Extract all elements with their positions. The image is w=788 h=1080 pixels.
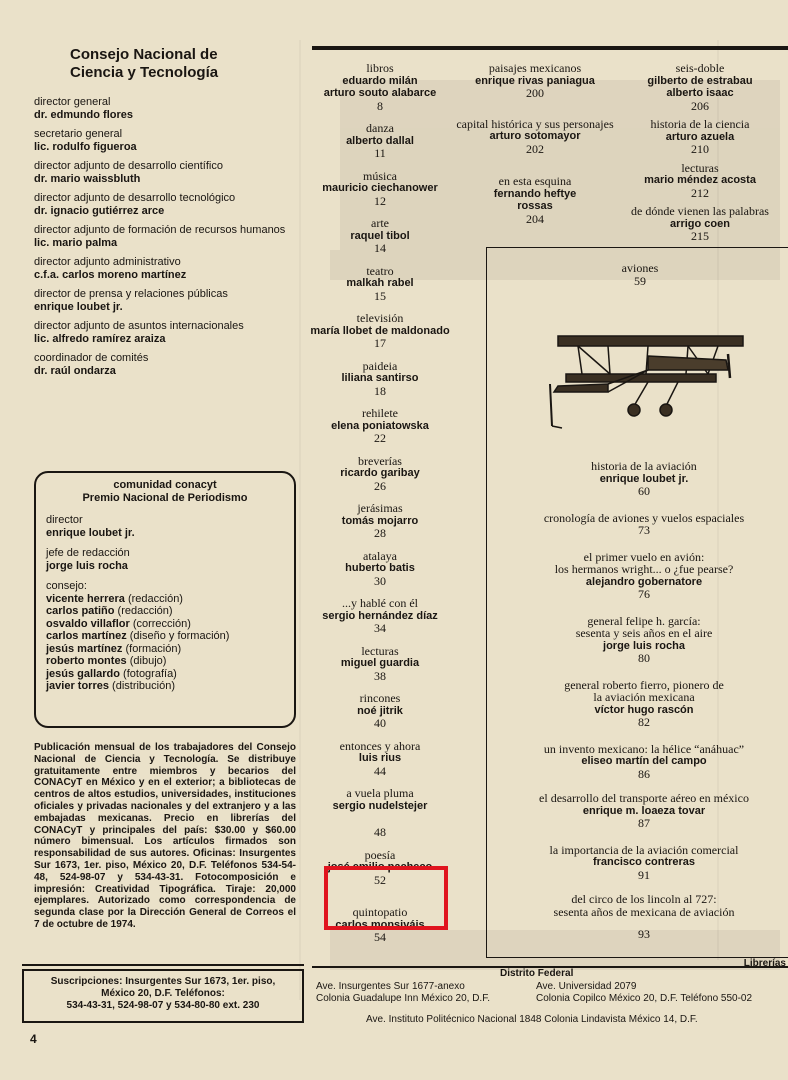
aviones-article — [500, 551, 788, 601]
staff-role: director adjunto administrativo — [34, 256, 181, 268]
aviones-article-author: francisco contreras — [592, 856, 696, 868]
staff-name: dr. raúl ondarza — [34, 364, 116, 377]
consejo-group — [46, 580, 284, 693]
index-entry-author: rossas — [517, 200, 553, 212]
index-entry-author: arturo azuela — [665, 130, 735, 143]
index-column-2 — [455, 62, 615, 225]
consejo-member-role: (redacción) — [117, 605, 173, 617]
index-entry — [310, 217, 450, 255]
aviones-article-page: 80 — [638, 651, 650, 665]
index-entry-title: atalaya — [363, 548, 397, 563]
index-entry — [310, 787, 450, 839]
index-entry-title: teatro — [366, 263, 394, 278]
aviones-article-title: del circo de los lincoln al 727: — [571, 892, 717, 906]
consejo-member — [46, 630, 284, 643]
index-entry — [455, 175, 615, 225]
index-entry-title: libros — [366, 61, 394, 75]
index-entry-author: eduardo milán — [342, 74, 418, 87]
index-entry-author: luis rius — [358, 752, 402, 764]
index-entry-page: 202 — [526, 141, 544, 156]
aviones-title: aviones — [621, 261, 659, 275]
consejo-member-role: (redacción) — [127, 592, 183, 605]
index-entry-page: 204 — [526, 211, 544, 226]
org-line-2: Ciencia y Tecnología — [70, 64, 219, 81]
index-entry — [310, 170, 450, 208]
index-entry-page: 22 — [374, 431, 386, 445]
index-entry-author: gilberto de estrabau — [647, 74, 753, 87]
index-entry-title: a vuela pluma — [346, 786, 414, 800]
index-entry — [310, 455, 450, 493]
aviones-article-author: enrique loubet jr. — [599, 472, 689, 485]
aviones-article-title: historia de la aviación — [591, 459, 697, 473]
librerias-heading: Librerías — [743, 958, 786, 969]
staff-entry — [34, 224, 294, 249]
index-entry-author: miguel guardia — [340, 657, 420, 669]
index-entry-title: breverías — [358, 453, 402, 468]
index-entry-title: lecturas — [361, 643, 399, 658]
aviones-articles — [500, 460, 788, 941]
index-entry-title: ...y hablé con él — [342, 596, 418, 610]
aviones-article-title: sesenta y seis años en el aire — [575, 626, 713, 640]
consejo-member-name: carlos martínez — [46, 630, 127, 642]
staff-role: director adjunto de desarrollo tecnológico — [34, 192, 236, 204]
consejo-member — [46, 618, 284, 631]
aviones-article-title: el desarrollo del transporte aéreo en méxico — [539, 791, 749, 805]
index-entry-page: 44 — [374, 763, 386, 778]
index-entry-author: carlos monsiváis — [335, 918, 425, 931]
index-entry-title: lecturas — [681, 160, 719, 175]
index-entry-author: maría llobet de maldonado — [310, 324, 450, 337]
director-label: director — [46, 514, 83, 526]
staff-entry — [34, 256, 294, 281]
index-entry-page: 15 — [374, 288, 386, 303]
index-entry — [310, 740, 450, 778]
index-entry-page: 34 — [374, 621, 386, 635]
aviones-article-title: cronología de aviones y vuelos espaciales — [543, 510, 745, 525]
aviones-article — [500, 844, 788, 882]
consejo-label: consejo: — [46, 580, 87, 592]
index-entry-title: danza — [366, 121, 394, 135]
index-entry-page: 210 — [691, 142, 709, 156]
jefe-label: jefe de redacción — [46, 547, 130, 559]
staff-role: director de prensa y relaciones públicas — [34, 288, 228, 300]
index-entry — [310, 645, 450, 683]
aviones-article-title: sesenta años de mexicana de aviación — [553, 904, 735, 919]
aviones-page: 59 — [634, 273, 646, 288]
aviones-article-page: 76 — [638, 587, 650, 601]
staff-role: coordinador de comités — [34, 352, 149, 364]
consejo-member-role: (dibujo) — [129, 655, 167, 667]
index-entry — [310, 502, 450, 540]
consejo-member-name: vicente herrera — [46, 592, 125, 605]
staff-name: lic. rodulfo figueroa — [34, 140, 137, 153]
subscriptions-box — [22, 969, 304, 1023]
index-entry-title: quintopatio — [352, 905, 408, 919]
biplane-illustration — [548, 326, 748, 436]
aviones-article-title: un invento mexicano: la hélice “anáhuac” — [543, 741, 745, 756]
aviones-article-page: 86 — [638, 766, 650, 781]
index-entry — [310, 122, 450, 160]
index-entry-author: noé jitrik — [357, 704, 403, 717]
index-entry — [455, 62, 615, 100]
consejo-member-role: (diseño y formación) — [129, 630, 230, 642]
index-entry-author: josé emilio pacheco — [327, 861, 433, 873]
consejo-member-name: osvaldo villaflor — [46, 617, 130, 630]
index-entry-author: elena poniatowska — [331, 419, 429, 432]
aviones-article-page: 82 — [638, 715, 650, 729]
staff-name: lic. alfredo ramírez araiza — [34, 332, 166, 345]
consejo-member-name: carlos patiño — [46, 605, 115, 617]
aviones-article — [500, 615, 788, 665]
staff-role: director adjunto de desarrollo científico — [34, 160, 223, 172]
index-entry-page: 14 — [374, 241, 386, 255]
consejo-member-name: jesús martínez — [46, 642, 123, 655]
index-entry-author: mauricio ciechanower — [322, 182, 438, 194]
index-entry-page: 18 — [374, 383, 386, 398]
aviones-heading — [580, 262, 700, 287]
aviones-article-author: víctor hugo rascón — [594, 703, 694, 716]
libreria-address-2 — [536, 981, 752, 1005]
index-entry-page: 40 — [374, 716, 386, 730]
index-entry — [615, 205, 785, 243]
consejo-member-name: roberto montes — [46, 655, 127, 667]
consejo-member — [46, 643, 284, 656]
aviones-article-page: 93 — [638, 927, 650, 941]
aviones-article-title: general felipe h. garcía: — [587, 613, 701, 628]
staff-name: dr. edmundo flores — [34, 108, 134, 121]
consejo-member — [46, 605, 284, 618]
staff-entry — [34, 288, 294, 313]
aviones-article-title: la aviación mexicana — [593, 690, 695, 704]
page-number: 4 — [30, 1032, 37, 1046]
index-entry-title: rincones — [359, 691, 401, 705]
aviones-article-title: la importancia de la aviación comercial — [549, 842, 739, 857]
index-entry-author: arrigo coen — [670, 217, 730, 230]
index-entry-page: 8 — [377, 98, 383, 113]
index-entry-author: arturo sotomayor — [489, 130, 581, 142]
librerias-region: Distrito Federal — [500, 968, 574, 979]
index-entry-author: huberto batis — [345, 562, 415, 574]
index-entry — [310, 312, 450, 350]
index-entry-author: arturo souto alabarce — [323, 87, 437, 99]
index-entry-page: 30 — [374, 573, 386, 588]
aviones-article-title: el primer vuelo en avión: — [583, 549, 705, 564]
libreria-address-1-line-1: Ave. Insurgentes Sur 1677-anexo — [316, 981, 465, 992]
index-entry-author: sergio hernández díaz — [322, 609, 438, 622]
consejo-member — [46, 680, 284, 693]
aviones-article-page: 87 — [638, 816, 650, 830]
consejo-member — [46, 593, 284, 606]
index-entry-title: seis-doble — [675, 61, 725, 75]
index-entry-title: poesía — [364, 847, 396, 862]
staff-role: director adjunto de formación de recursos humanos — [34, 224, 286, 236]
subscriptions-line-1: Suscripciones: Insurgentes Sur 1673, 1er. piso, — [50, 976, 276, 987]
aviones-article-title: los hermanos wright... o ¿fue pearse? — [554, 562, 734, 576]
publication-info: Publicación mensual de los trabajadores del Consejo Nacional de Ciencia y Tecnología. Se distribuye gratuitamente entre miembros y becarios del CONACyT en México y en el exterior; a bibliotecas de centros de altos estudios, universidades, instituciones oficiales y privadas nacionales y del extranjero y a las embajadas mexicanas. Precio en librerías del CONACyT y principales del país: $30.00 y $60.00 número bimensual. Los artículos firmados son responsabilidad de sus autores. Oficinas: Insurgentes Sur 1673, 1er. piso, México 20, D.F. Teléfonos 534-54-48, 524-98-07 y 534-43-31. Fotocomposición e impresión: Creatividad Tipográfica. Tiraje: 20,000 ejemplares. Autorizado como correspondencia de segunda clase por la Dirección General de Correos el 7 de octubre de 1974. — [34, 742, 296, 930]
index-entry-author: liliana santirso — [341, 372, 419, 384]
staff-entry — [34, 352, 294, 377]
aviones-article-author: enrique m. loaeza tovar — [582, 804, 706, 817]
staff-name: lic. mario palma — [34, 236, 118, 249]
organization-name — [70, 46, 218, 82]
index-entry-page: 206 — [691, 98, 709, 113]
left-bottom-rule — [22, 964, 304, 966]
libreria-address-1 — [316, 981, 490, 1005]
index-entry-author: mario méndez acosta — [644, 174, 756, 186]
aviones-article — [500, 512, 788, 537]
aviones-article-page: 60 — [638, 484, 650, 498]
index-entry-title: rehilete — [362, 406, 398, 420]
index-entry-page: 12 — [374, 193, 386, 208]
index-entry-author: malkah rabel — [346, 277, 414, 289]
index-entry-page: 215 — [691, 229, 709, 243]
top-rule — [312, 46, 788, 50]
index-entry — [310, 597, 450, 635]
staff-name: dr. ignacio gutiérrez arce — [34, 204, 165, 217]
aviones-article — [500, 460, 788, 498]
aviones-article-title: general roberto fierro, pionero de — [564, 677, 724, 692]
consejo-member-role: (fotografía) — [123, 667, 177, 680]
staff-role: secretario general — [34, 128, 123, 140]
aviones-article-author: alejandro gobernatore — [585, 575, 703, 588]
index-entry-page: 212 — [691, 185, 709, 200]
consejo-member — [46, 655, 284, 668]
consejo-list — [46, 593, 284, 693]
libreria-address-2-line-1: Ave. Universidad 2079 — [536, 981, 637, 992]
index-entry — [310, 407, 450, 445]
index-entry — [310, 265, 450, 303]
index-entry — [310, 62, 450, 112]
staff-entry — [34, 192, 294, 217]
highlight-box — [324, 866, 448, 930]
comunidad-header-line-2: Premio Nacional de Periodismo — [82, 491, 248, 504]
staff-name: dr. mario waissbluth — [34, 172, 141, 185]
index-entry-page: 54 — [374, 930, 386, 944]
index-entry-title: capital histórica y sus personajes — [456, 116, 614, 131]
consejo-member-role: (distribución) — [112, 680, 176, 692]
subscriptions-line-3: 534-43-31, 524-98-07 y 534-80-80 ext. 230 — [66, 1000, 260, 1011]
libreria-address-1-line-2: Colonia Guadalupe Inn México 20, D.F. — [316, 993, 490, 1004]
index-entry — [615, 62, 785, 112]
consejo-member-name: javier torres — [46, 680, 109, 692]
index-entry-page: 26 — [374, 478, 386, 493]
staff-name: enrique loubet jr. — [34, 300, 123, 313]
jefe-group — [46, 547, 284, 572]
index-entry — [310, 692, 450, 730]
index-entry-title: música — [363, 168, 397, 183]
consejo-member-name: jesús gallardo — [46, 667, 120, 680]
staff-entry — [34, 128, 294, 153]
index-column-1 — [310, 62, 450, 952]
index-entry-title: arte — [371, 216, 389, 230]
index-entry-author: sergio nudelstejer — [332, 799, 428, 812]
aviones-article-author: jorge luis rocha — [603, 639, 685, 652]
index-entry-author: alberto dallal — [346, 134, 414, 147]
subscriptions-line-2: México 20, D.F. Teléfonos: — [101, 988, 225, 999]
index-entry-author: alberto isaac — [666, 87, 734, 99]
staff-entry — [34, 96, 294, 121]
index-entry-author: tomás mojarro — [341, 514, 419, 527]
index-entry-page: 38 — [374, 668, 386, 683]
director-group — [46, 514, 284, 539]
index-entry-title: historia de la ciencia — [650, 117, 750, 131]
staff-entry — [34, 160, 294, 185]
aviones-article — [500, 679, 788, 729]
libreria-address-3: Ave. Instituto Politécnico Nacional 1848 Colonia Lindavista México 14, D.F. — [366, 1014, 698, 1025]
index-entry-title: jerásimas — [357, 501, 403, 515]
staff-role: director adjunto de asuntos internacionales — [34, 320, 244, 332]
index-entry-page: 11 — [374, 146, 386, 160]
aviones-article-page: 73 — [638, 523, 650, 537]
aviones-article-author: eliseo martín del campo — [581, 755, 707, 767]
consejo-member-role: (formación) — [125, 642, 182, 655]
aviones-article — [500, 743, 788, 781]
libreria-address-2-line-2: Colonia Copilco México 20, D.F. Teléfono 550-02 — [536, 993, 753, 1004]
comunidad-header — [46, 479, 284, 504]
staff-entry — [34, 320, 294, 345]
director-name: enrique loubet jr. — [46, 526, 135, 539]
index-entry-author: ricardo garibay — [340, 467, 420, 479]
aviones-article-page: 91 — [638, 867, 650, 882]
org-line-1: Consejo Nacional de — [70, 46, 218, 63]
index-entry — [615, 162, 785, 200]
aviones-article — [500, 893, 788, 941]
index-entry-page: 200 — [526, 86, 544, 100]
index-entry — [310, 550, 450, 588]
index-entry-page: 28 — [374, 526, 386, 540]
index-entry-page: 52 — [374, 872, 386, 887]
staff-list — [34, 96, 294, 384]
index-column-3 — [615, 62, 785, 243]
index-entry-page: 17 — [374, 336, 386, 350]
index-entry — [310, 360, 450, 398]
consejo-member-role: (corrección) — [132, 617, 191, 630]
comunidad-conacyt-box — [34, 471, 296, 728]
index-entry-title: en esta esquina — [498, 174, 572, 188]
index-entry-title: de dónde vienen las palabras — [631, 204, 769, 218]
aviones-article — [500, 792, 788, 830]
index-entry — [615, 118, 785, 156]
index-entry-title: paisajes mexicanos — [488, 61, 582, 75]
jefe-name: jorge luis rocha — [46, 559, 128, 572]
index-entry-title: entonces y ahora — [339, 738, 421, 753]
staff-name: c.f.a. carlos moreno martínez — [34, 268, 187, 281]
staff-role: director general — [34, 96, 111, 108]
index-entry — [455, 118, 615, 156]
index-entry-title: televisión — [356, 311, 404, 325]
index-entry-title: paideia — [362, 358, 398, 373]
consejo-member — [46, 668, 284, 681]
index-entry-author: fernando heftye — [493, 187, 577, 200]
index-entry-page: 48 — [374, 825, 386, 839]
comunidad-header-line-1: comunidad conacyt — [113, 479, 217, 491]
index-entry-author: raquel tibol — [350, 229, 410, 242]
index-entry-author: enrique rivas paniagua — [475, 74, 595, 87]
